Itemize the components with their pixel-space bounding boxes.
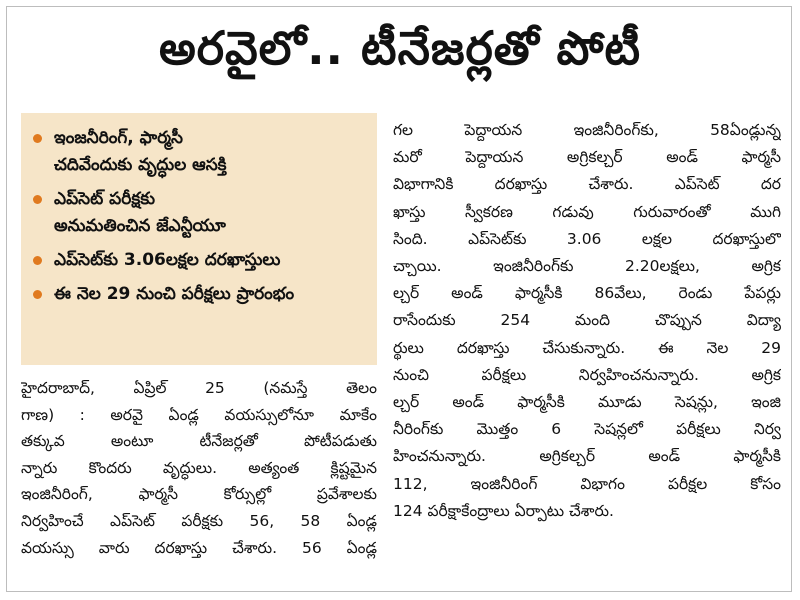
article-line: ఖాస్తు స్వీకరణ గడువు గురువారంతో ముగి bbox=[393, 202, 781, 221]
article-line: హైదరాబాద్, ఏప్రిల్ 25 (నమస్తే తెలం bbox=[21, 379, 377, 397]
article-body-right bbox=[393, 117, 781, 525]
bullet-icon bbox=[33, 195, 42, 204]
article-line: హించనున్నారు. అగ్రికల్చర్ అండ్ ఫార్మసీకి bbox=[393, 447, 781, 466]
headline: అరవైలో.. టీనేజర్లతో పోటీ bbox=[158, 21, 642, 75]
article-line: తక్కువ అంటూ టీనేజర్లతో పోటీపడుతు bbox=[21, 432, 377, 451]
highlight-item bbox=[31, 281, 367, 308]
highlight-item bbox=[31, 186, 367, 240]
highlight-line: ఎప్‌సెట్ పరీక్షకు bbox=[54, 189, 155, 209]
article-line: విభాగానికి దరఖాస్తు చేశారు. ఎప్‌సెట్ దర bbox=[393, 175, 781, 194]
article-line: నిర్వహించే ఎప్‌సెట్ పరీక్షకు 56, 58 ఏండ్ల bbox=[21, 511, 377, 530]
article-line: న్నారు కొందరు వృద్ధులు. అత్యంత క్లిష్టమైన bbox=[21, 458, 377, 477]
left-column bbox=[21, 113, 377, 561]
article-line: చ్చాయి. ఇంజినీరింగ్‌కు 2.20లక్షలు, అగ్రిక bbox=[393, 257, 781, 276]
article-line: ఇంజినీరింగ్, ఫార్మసీ కోర్సుల్లో ప్రవేశాలకు bbox=[21, 485, 377, 504]
highlight-line: ఈ నెల 29 నుంచి పరీక్షలు ప్రారంభం bbox=[54, 284, 295, 304]
article-line: ల్చర్ అండ్ ఫార్మసీకి మూడు సెషన్లు, ఇంజి bbox=[393, 393, 781, 412]
bullet-icon bbox=[33, 290, 42, 299]
highlight-item bbox=[31, 247, 367, 274]
article-line: 112, ఇంజినీరింగ్ విభాగం పరీక్షల కోసం bbox=[393, 474, 781, 493]
highlight-line: ఇంజనీరింగ్, ఫార్మసీ bbox=[54, 128, 183, 148]
article-line: ర్థులు దరఖాస్తు చేసుకున్నారు. ఈ నెల 29 bbox=[393, 338, 781, 357]
highlights-box bbox=[21, 113, 377, 365]
article-line: గాణ) : అరవై ఏండ్ల వయస్సులోనూ మాకేం bbox=[21, 405, 377, 424]
highlight-line: ఎప్‌సెట్‌కు 3.06లక్షల దరఖాస్తులు bbox=[54, 250, 281, 270]
highlight-item bbox=[31, 125, 367, 179]
news-clipping bbox=[6, 6, 792, 592]
article-line: గల పెద్దాయన ఇంజినీరింగ్‌కు, 58ఏండ్లున్న bbox=[393, 121, 781, 139]
highlight-line: చదివేందుకు వృద్ధుల ఆసక్తి bbox=[54, 155, 227, 175]
bullet-icon bbox=[33, 256, 42, 265]
bullet-icon bbox=[33, 134, 42, 143]
article-line: సింది. ఎప్‌సెట్‌కు 3.06 లక్షల దరఖాస్తులొ bbox=[393, 229, 781, 248]
article-line: నుంచి పరీక్షలు నిర్వహించనున్నారు. అగ్రిక bbox=[393, 365, 781, 384]
article-line: రాసేందుకు 254 మంది చొప్పున విద్యా bbox=[393, 311, 781, 330]
article-body-left bbox=[21, 375, 377, 561]
article-line: 124 పరీక్షాకేంద్రాలు ఏర్పాటు చేశారు. bbox=[393, 501, 614, 520]
article-line: నీరింగ్‌కు మొత్తం 6 సెషన్లలో పరీక్షలు నిర్వ bbox=[393, 420, 781, 439]
article-line: ల్చర్ అండ్ ఫార్మసీకి 86వేలు, రెండు పేపర్లు bbox=[393, 284, 781, 303]
article-line: మరో పెద్దాయన అగ్రికల్చర్ అండ్ ఫార్మసీ bbox=[393, 148, 781, 167]
article-line: వయస్సు వారు దరఖాస్తు చేశారు. 56 ఏండ్ల bbox=[21, 538, 377, 557]
highlight-line: అనుమతించిన జేఎన్టీయూ bbox=[54, 216, 226, 236]
